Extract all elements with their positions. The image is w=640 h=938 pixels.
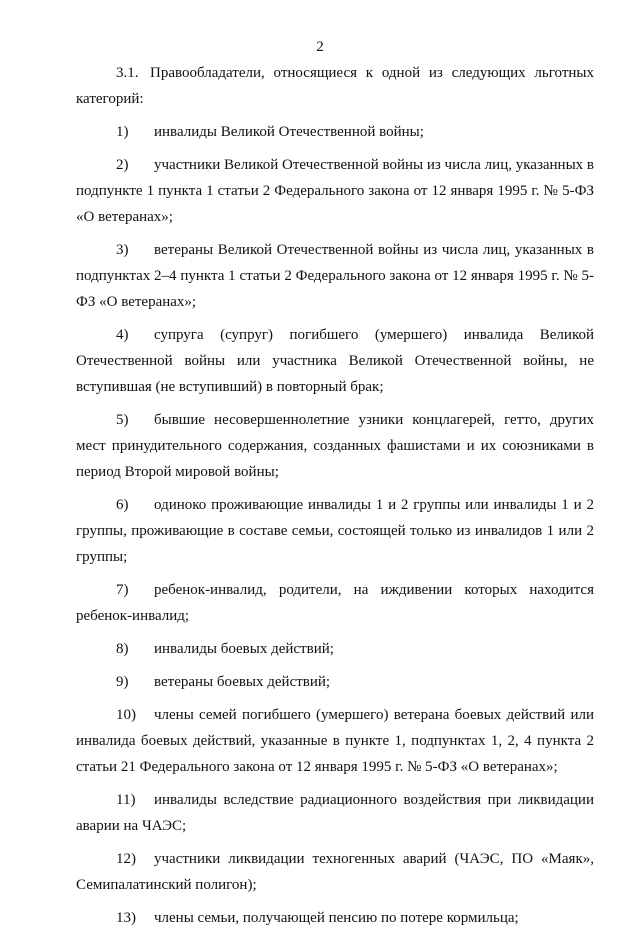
list-item-number: 12) (116, 851, 136, 867)
list-item (76, 669, 594, 695)
list-item (76, 846, 594, 898)
page-number: 2 (316, 39, 324, 55)
section-intro-text: Правообладатели, относящиеся к одной из следующих льготных категорий: (76, 65, 594, 107)
list-item-number: 8) (116, 641, 129, 657)
list-item-text: члены семей погибшего (умершего) ветерана боевых действий или инвалида боевых действий, указанные в пункте 1, подпунктах 1, 2, 4 пункта 2 статьи 21 Федерального закона от 12 января 1995 г. № 5-ФЗ «О ветеранах»; (76, 707, 594, 775)
list-item (76, 702, 594, 780)
list-item-number: 2) (116, 157, 129, 173)
list-item-number: 10) (116, 707, 136, 723)
list-item-number: 11) (116, 792, 136, 808)
list-item-number: 5) (116, 412, 129, 428)
list-item (76, 152, 594, 230)
list-item-text: супруга (супруг) погибшего (умершего) инвалида Великой Отечественной войны или участника Великой Отечественной войны, не вступившая (не вступивший) в повторный брак; (76, 327, 594, 395)
list-item-text: ребенок-инвалид, родители, на иждивении которых находится ребенок-инвалид; (76, 582, 594, 624)
list-item-text: одиноко проживающие инвалиды 1 и 2 группы или инвалиды 1 и 2 группы, проживающие в составе семьи, состоящей только из инвалидов 1 или 2 группы; (76, 497, 594, 565)
section-intro (76, 60, 594, 112)
list-item-number: 4) (116, 327, 129, 343)
list-item-text: члены семьи, получающей пенсию по потере кормильца; (154, 910, 519, 926)
list-item-number: 6) (116, 497, 129, 513)
list-item-text: инвалиды боевых действий; (154, 641, 334, 657)
list-item-number: 9) (116, 674, 129, 690)
list-item-text: ветераны Великой Отечественной войны из числа лиц, указанных в подпунктах 2–4 пункта 1 статьи 2 Федерального закона от 12 января 1995 г. № 5-ФЗ «О ветеранах»; (76, 242, 594, 310)
list-item (76, 636, 594, 662)
list-item (76, 492, 594, 570)
list-item (76, 787, 594, 839)
list-item (76, 322, 594, 400)
section-number: 3.1. (116, 65, 139, 81)
list-item-text: инвалиды Великой Отечественной войны; (154, 124, 424, 140)
document-body (76, 60, 594, 938)
list-item-number: 7) (116, 582, 129, 598)
list-item (76, 577, 594, 629)
list-item-text: участники ликвидации техногенных аварий (ЧАЭС, ПО «Маяк», Семипалатинский полигон); (76, 851, 594, 893)
list-item (76, 237, 594, 315)
list-item-text: ветераны боевых действий; (154, 674, 331, 690)
list-item-text: инвалиды вследствие радиационного воздействия при ликвидации аварии на ЧАЭС; (76, 792, 594, 834)
list-item-number: 3) (116, 242, 129, 258)
list-item-text: бывшие несовершеннолетние узники концлагерей, гетто, других мест принудительного содержания, созданных фашистами и их союзниками в период Второй мировой войны; (76, 412, 594, 480)
list-item (76, 119, 594, 145)
list-item-text: участники Великой Отечественной войны из числа лиц, указанных в подпункте 1 пункта 1 статьи 2 Федерального закона от 12 января 1995 г. № 5-ФЗ «О ветеранах»; (76, 157, 594, 225)
list-item-number: 13) (116, 910, 136, 926)
list-item (76, 407, 594, 485)
list-item (76, 905, 594, 931)
list-item-number: 1) (116, 124, 129, 140)
